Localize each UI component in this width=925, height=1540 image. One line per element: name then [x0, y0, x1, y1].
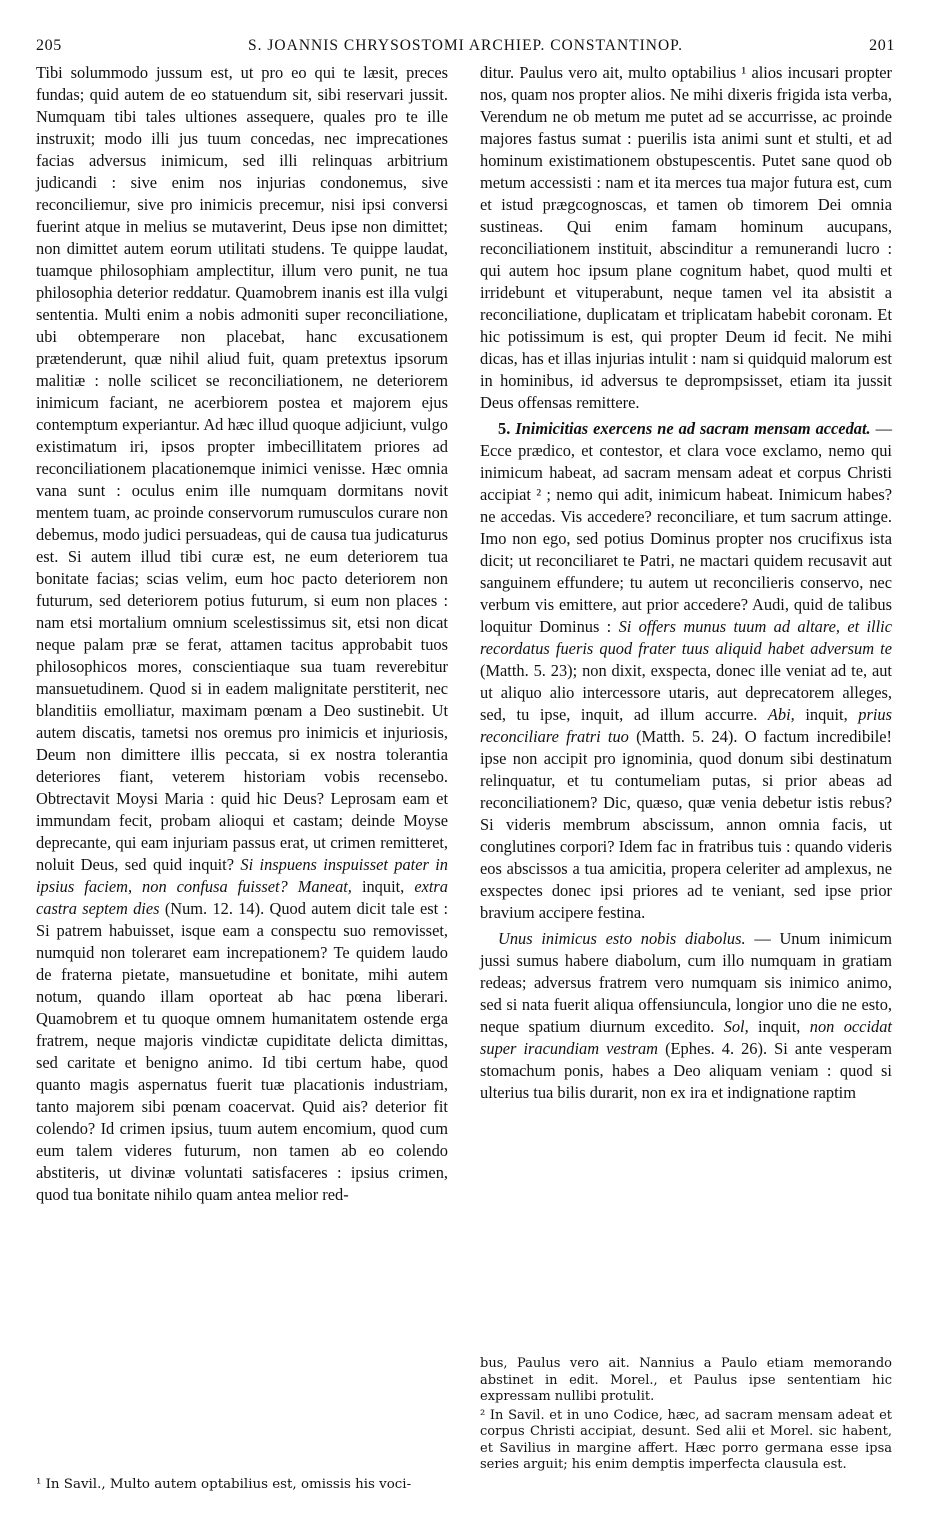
- footnote-1-italic: Multo autem optabilius est,: [109, 1477, 297, 1492]
- right-paragraph-3: [480, 928, 892, 1104]
- right-column: [480, 62, 892, 1104]
- quote-prius-reconciliare: prius reconciliare fratri tuo: [480, 705, 892, 746]
- ref-matth-5-24: (Matth. 5. 24).: [636, 727, 738, 746]
- right-paragraph-2b: non dixit, exspecta, donec ille veniat ad te, aut ut aliquo alio intercessore utaris, aut deprecatorem alleges, sed, tu ipse, inquit, ad illum accurre.: [480, 661, 892, 724]
- running-header: [36, 34, 895, 58]
- left-inquit: inquit,: [361, 877, 405, 896]
- footnote-2-a: ² In Savil. et in uno Codice, hæc,: [480, 1407, 700, 1423]
- left-paragraph-tail: Quod autem dicit tale est : Si patrem habuisset, isque eam a conspectu suo removisset, numquid non toleraret eam increpationem? Te quidem laudo de fraterna pietate, mansuetudine et bonitate, mihi autem notum, quando illam oporteat ab hac pœna liberari. Quamobrem et tu quoque omnem humanitatem ostende erga fratrem, neque majoris vindictæ cupiditate delicta dimittas, sed caritate et benigno animo. Id tibi certum habe, quod quanto magis aspernatus fuerit tuæ placationis industriam, tanto majorem sibi pœnam coacervat. Quid ais? deterior fit colendo? Id crimen ipsius, tuum autem encomium, quod cum eum talem videres futurum, non tamen ab eo colendo abstiteris, ut divinæ voluntati satisfaceres : ipsius crimen, quod tua bonitate nihilo quam antea melior red-: [36, 899, 449, 1204]
- right-paragraph-1: ditur. Paulus vero ait, multo optabilius ¹ alios incusari propter nos, quam nos propter alios. Ne mihi dixeris frigida ista verba, Verendum ne ob metum me putet ad se accurrisse, ac proinde majores fastus sumat : puerilis ista animi sunt et stulti, et ad hominum existimationem obstupescentis. Putet sane quod ob metum accessisti : nam et ita merces tua major futura est, cum et istud prægcognoscas, et tamen ob timorem Dei omnia sustineas. Qui enim famam hominum aucupans, reconciliationem instituit, abscinditur a remunerandi lucro : qui autem hoc ipsum plane cognitum habet, quod multi et irridebunt et vituperabunt, neque tamen vel ita absistit a reconciliatione, duplicatam et triplicatam habebit coronam. Et hic potissimum is est, qui propter Deum id fecit. Ne mihi dicas, has et illas injurias intulit : nam si quidquid malorum est in hominibus, id adversus te deprompsisset, etiam ita jussit Deus offensas remittere.: [480, 63, 892, 412]
- left-footnotes: [36, 1476, 448, 1493]
- left-paragraph-text: Tibi solummodo jussum est, ut pro eo qui te læsit, preces fundas; quid autem de eo statuendum sit, sibi reservari jussit. Numquam tibi tales ultiones assequere, quales pro te ille instruxit; modo illi jus tuum concedas, nec imprecationes facias adversus inimicum, sed illi relinquas arbitrium judicandi : sive enim nos injurias condonemus, sive reconciliemur, sive pro inimicis precemur, nisi ipsi conversi fuerint atque in melius se mutaverint, Deus ipse non dimittet; non dimittet autem eorum utilitati studens. Te quippe laudat, tuamque philosophiam amplectitur, illum vero punit, ne tua philosophia deterior reddatur. Quamobrem inanis est illa vulgi sententia. Multi enim a nobis admoniti super reconciliatione, ubi obtemperare non placebat, hanc excusationem prætenderunt, quæ nihil aliud fuit, quam pretextus ipsorum malitiæ : nolle scilicet se reconciliationem, ne deteriorem inimicum faciant, ne acerbiorem postea et majorem ejus contemptum experiantur. Ad hæc illud quoque adjiciunt, vulgo existimatum iri, ipsos propter imbecillitatem priores ad reconciliationem placationemque inimici venisse. Hæc omnia vana sunt : oculus enim ille numquam dormitans novit mentem tuam, ac proinde conservorum rumusculos curare non debemus, modo judici persuadeas, qui de causa tua judicaturus est. Si autem illud tibi curæ est, ne eum deteriorem tua bonitate facias; scias velim, eum hoc pacto deteriorem non futurum, sed deteriorem potius futurum, si eum non places : nam etsi mortalium omnium scelestissimus sit, etsi non dicat neque palam præ se ferat, attamen tacitus approbabit tuos philosophicos mores, conscientiaque sua tuam reverebitur mansuetudinem. Quod si in eadem malignitate perstiterit, nec blanditiis emolliatur, maximam pœnam a Deo sustinebit. Ut autem discatis, tametsi nos oremus pro inimicis et injuriosis, Deum non dimittere illis peccata, si ex nostra tolerantia deteriores fiant, veterem historiam vobis recensebo. Obtrectavit Moysi Maria : quid hic Deus? Leprosam eam et immundam fecit, probam alioqui et castam; deinde Moyse deprecante, qui eam injuriam passus erat, ut crimen remitteret, noluit Deus, sed quid inquit?: [36, 63, 448, 874]
- footnote-1c-rest: Nannius a Paulo etiam memorando abstinet in edit. Morel., et Paulus ipse sententiam hic expressam nullibi protulit.: [480, 1356, 892, 1404]
- right-paragraph-2c: O factum incredibile! ipse non accipit pro ignominia, quod donum sibi destinatum relinquatur, et tu contumeliam putas, si prior abeas ad reconciliationem? Dic, quæso, quæ venia debetur istis rebus? Si videris membrum abscissum, annon omnia facis, ut conglutines corpori? Idem fac in fratribus tuis : quando videris eos abscissos a tua amicitia, propera celeriter ad amplexus, ne exspectes donec ipsi priores ad te veniant, sed ipse prior bravium accipere festina.: [480, 727, 892, 922]
- right-paragraph-3a: — Unum inimicum jussi sumus habere diabolum, cum illo numquam in gratiam redeas; adversus fratrem vero numquam sis inimico animo, sed si nata fuerit aliqua offensiuncula, longior uno die ne esto, neque spatium diurnum excedito.: [480, 929, 892, 1036]
- running-title: S. JOANNIS CHRYSOSTOMI ARCHIEP. CONSTANTINOP.: [248, 37, 683, 54]
- right-footnotes: [480, 1356, 892, 1474]
- right-inquit-2: inquit,: [805, 705, 848, 724]
- left-paragraph: [36, 62, 448, 1206]
- ref-matth-5-23: (Matth. 5. 23);: [480, 661, 578, 680]
- footnote-1-mark: ¹ In Savil.,: [36, 1477, 106, 1492]
- footnote-1-continued: [480, 1356, 892, 1406]
- quote-non-occidat: non occidat super iracundiam vestram: [480, 1017, 892, 1058]
- footnote-2: [480, 1408, 892, 1474]
- right-inquit-3: inquit,: [758, 1017, 801, 1036]
- right-paragraph-2a: —Ecce prædico, et contestor, et clara voce exclamo, nemo qui inimicum habeat, ad sacram mensam adeat et corpus Christi accipiat ² ; nemo qui adit, inimicum habeat. Inimicum habes? ne accedas. Vis accedere? reconciliare, et tum sacrum attinge. Imo non ego, sed potius Dominus propter nos crucifixus ista dicit; ut reconciliaret te Patri, ne mactari quidem recusavit aut sanguinem effundere; tu autem ut reconcilieris conservo, nec verbum vis emittere, aut prior accedere? Audi, quid de talibus loquitur Dominus :: [480, 419, 892, 636]
- section-heading-inimicitias: Inimicitias exercens ne ad sacram mensam accedat.: [515, 419, 871, 438]
- footnote-1-rest: omissis his voci-: [300, 1477, 412, 1492]
- footnote-1: [36, 1476, 448, 1493]
- ref-ephes: (Ephes. 4. 26).: [665, 1039, 768, 1058]
- footnote-2-italic: ad sacram mensam adeat et corpus Christi accipiat,: [480, 1407, 892, 1439]
- right-page-number: 201: [869, 37, 895, 54]
- left-ref-num: (Num. 12. 14).: [164, 899, 265, 918]
- right-paragraph-2: [480, 418, 892, 924]
- quote-abi: Abi,: [767, 705, 795, 724]
- footnote-1c-a: bus,: [480, 1356, 508, 1371]
- section-number: 5.: [498, 419, 511, 438]
- left-quote-numbers: Si inspuens inspuisset pater in ipsius faciem, non confusa fuisset? Maneat,: [36, 855, 449, 896]
- footnote-1c-italic: Paulus vero ait.: [516, 1356, 630, 1371]
- right-paragraph-3b: Si ante vesperam stomachum ponis, habes a Deo aliquam veniam : quod si ulterius tua bilis durarit, non ex ira et indignatione raptim: [480, 1039, 892, 1102]
- footnote-2-rest: desunt. Sed alii et Morel. sic habent, et Savilius in margine affert. Hæc porro germana esse ipsa series arguit; his enim demptis imperfecta clausula est.: [480, 1424, 892, 1472]
- left-quote-castra: extra castra septem dies: [36, 877, 448, 918]
- section-heading-unus-inimicus: Unus inimicus esto nobis diabolus.: [498, 929, 746, 948]
- quote-sol: Sol,: [723, 1017, 749, 1036]
- quote-si-offers: Si offers munus tuum ad altare, et illic recordatus fueris quod frater tuus aliquid habet adversum te: [480, 617, 892, 658]
- left-column: [36, 62, 448, 1206]
- left-page-number: 205: [36, 37, 62, 54]
